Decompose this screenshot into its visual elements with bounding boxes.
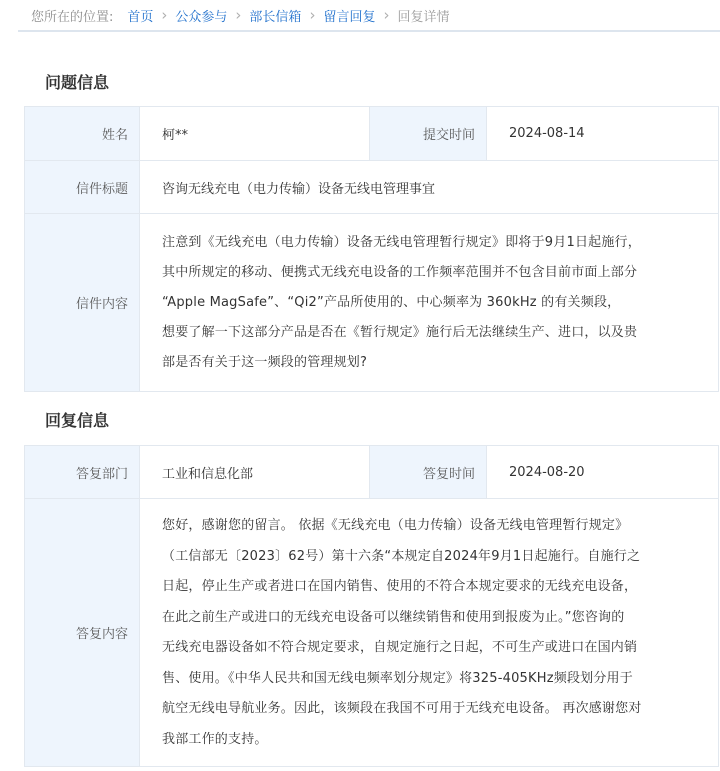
breadcrumb-lead: 您所在的位置: — [31, 9, 114, 25]
reply-content-value — [140, 499, 719, 767]
name-value: 柯** — [140, 107, 370, 161]
breadcrumb — [18, 0, 720, 32]
breadcrumb-current: 回复详情 — [397, 9, 450, 25]
question-info-table — [24, 106, 719, 392]
submit-time-label: 提交时间 — [370, 107, 487, 161]
reply-line: （工信部无〔2023〕62号）第十六条“本规定自2024年9月1日起施行。自施行之 — [162, 548, 641, 564]
name-label: 姓名 — [25, 107, 140, 161]
chevron-right-icon: › — [383, 6, 390, 24]
breadcrumb-minister-mailbox-link[interactable]: 部长信箱 — [249, 9, 302, 25]
content-line: 部是否有关于这一频段的管理规划? — [162, 355, 368, 370]
reply-line: 在此之前生产或进口的无线充电设备可以继续销售和使用到报废为止。”您咨询的 — [162, 609, 625, 625]
dept-value: 工业和信息化部 — [140, 446, 370, 499]
question-section-title: 问题信息 — [45, 73, 110, 92]
breadcrumb-public-participation-link[interactable]: 公众参与 — [175, 9, 228, 25]
subject-value: 咨询无线充电（电力传输）设备无线电管理事宜 — [140, 161, 719, 214]
submit-time-value: 2024-08-14 — [487, 107, 719, 161]
subject-label: 信件标题 — [25, 161, 140, 214]
reply-line: 日起，停止生产或者进口在国内销售、使用的不符合本规定要求的无线充电设备， — [162, 579, 638, 594]
reply-info-table — [24, 445, 719, 767]
reply-line: 我部工作的支持。 — [162, 731, 268, 747]
breadcrumb-message-reply-link[interactable]: 留言回复 — [323, 9, 376, 25]
reply-line: 航空无线电导航业务。因此，该频段在我国不可用于无线充电设备。 再次感谢您对 — [162, 701, 642, 716]
breadcrumb-home-link[interactable]: 首页 — [127, 9, 154, 25]
chevron-right-icon: › — [161, 6, 168, 24]
chevron-right-icon: › — [235, 6, 242, 24]
reply-content-label: 答复内容 — [25, 499, 140, 767]
reply-section-title: 回复信息 — [45, 411, 110, 430]
content-value — [140, 214, 719, 392]
dept-label: 答复部门 — [25, 446, 140, 499]
reply-line: 无线充电器设备如不符合规定要求，自规定施行之日起，不可生产或进口在国内销 — [162, 640, 638, 655]
content-line: “Apple MagSafe”、“Qi2”产品所使用的、中心频率为 360kHz 的有关频段， — [162, 295, 621, 310]
content-line: 注意到《无线充电（电力传输）设备无线电管理暂行规定》即将于9月1日起施行， — [162, 235, 641, 250]
reply-line: 售、使用。《中华人民共和国无线电频率划分规定》将325-405KHz频段划分用于 — [162, 670, 633, 686]
reply-time-value: 2024-08-20 — [487, 446, 719, 499]
content-line: 想要了解一下这部分产品是否在《暂行规定》施行后无法继续生产、进口，以及贵 — [162, 325, 638, 340]
chevron-right-icon: › — [309, 6, 316, 24]
content-label: 信件内容 — [25, 214, 140, 392]
content-line: 其中所规定的移动、便携式无线充电设备的工作频率范围并不包含目前市面上部分 — [162, 265, 638, 280]
reply-line: 您好，感谢您的留言。 依据《无线充电（电力传输）设备无线电管理暂行规定》 — [162, 518, 629, 533]
reply-time-label: 答复时间 — [370, 446, 487, 499]
